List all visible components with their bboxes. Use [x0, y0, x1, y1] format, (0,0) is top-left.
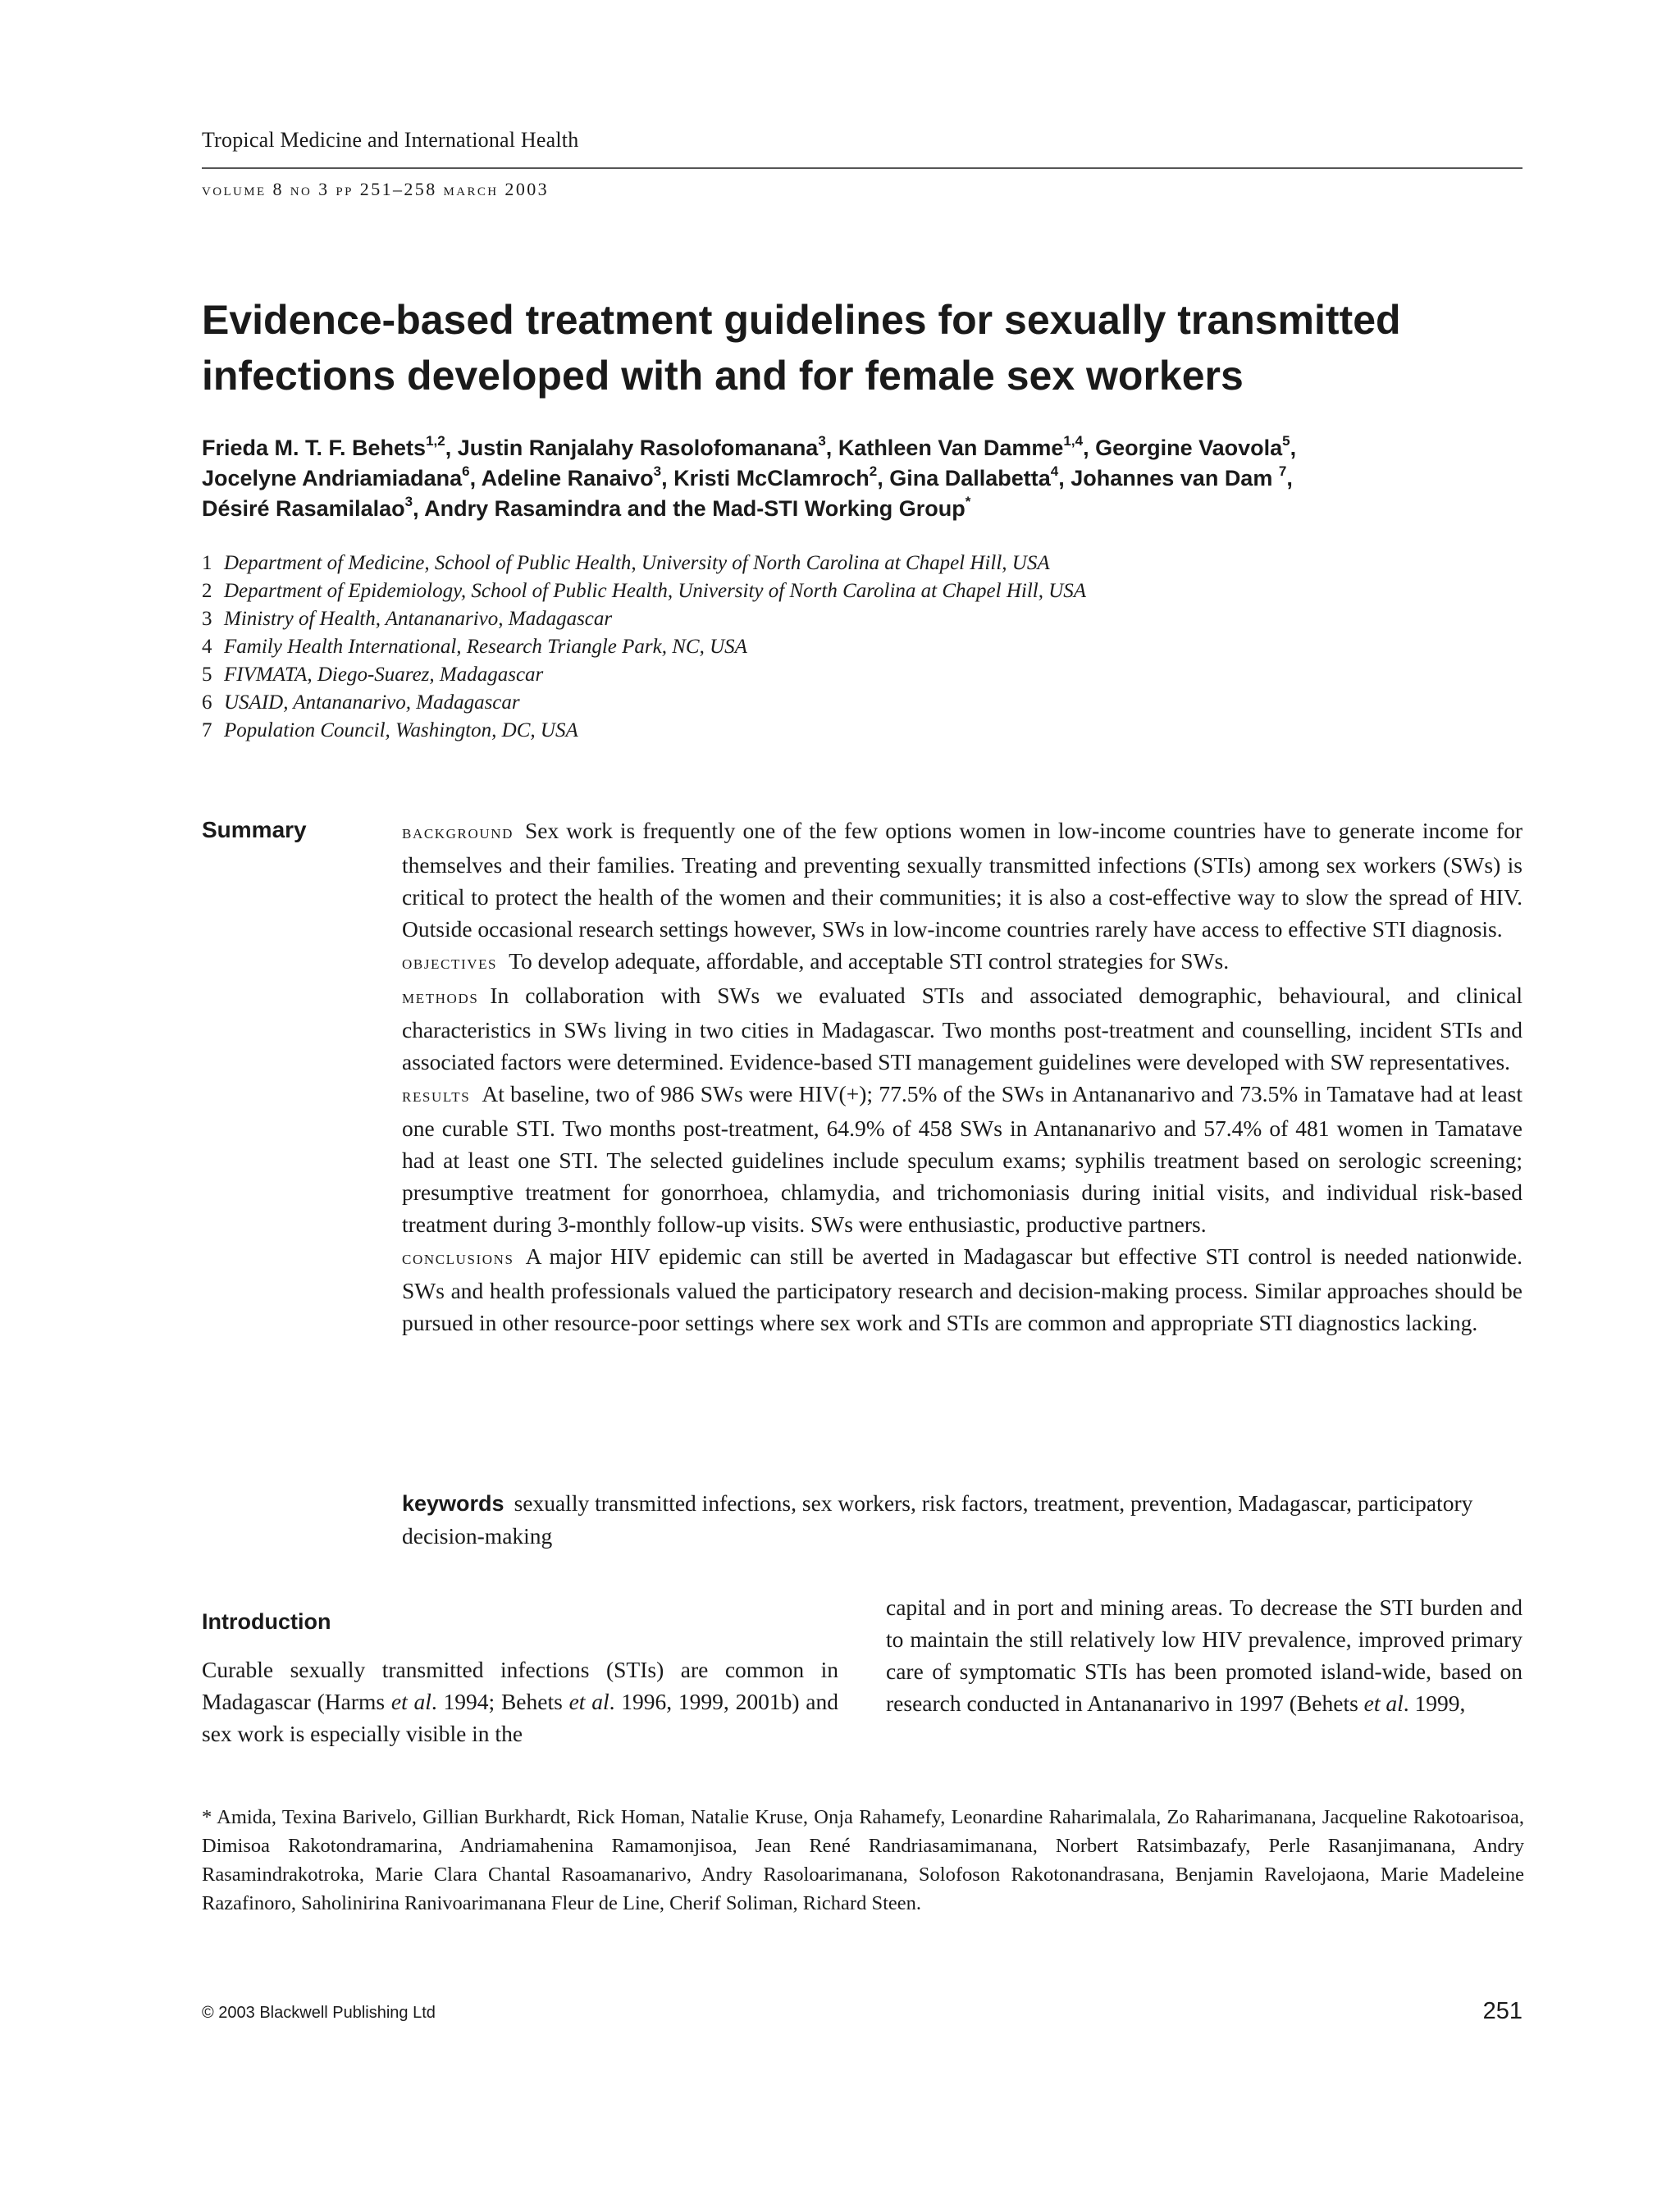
summary-label: Summary — [202, 817, 307, 842]
author-affiliation-sup: 3 — [653, 463, 662, 479]
affiliation-item: 3 Ministry of Health, Antananarivo, Madagascar — [202, 608, 613, 630]
journal-name: Tropical Medicine and International Health — [202, 128, 579, 152]
author-affiliation-sup: 6 — [462, 463, 470, 479]
section-label: methods — [402, 987, 479, 1008]
summary-conclusions: conclusions A major HIV epidemic can still be averted in Madagascar but effective STI control is needed nationwide. SWs and health professionals valued the participatory research and decision-making process. Similar approaches should be pursued in other resource-poor settings where sex work and STIs are common and appropriate STI diagnostics lacking. — [402, 1243, 1522, 1335]
author-affiliation-sup: 4 — [1050, 463, 1059, 479]
author-name: Kristi McClamroch — [673, 466, 870, 490]
affiliation-item: 7 Population Council, Washington, DC, USA — [202, 719, 578, 741]
title-line-2: infections developed with and for female sex workers — [202, 353, 1244, 399]
affiliation-item: 6 USAID, Antananarivo, Madagascar — [202, 691, 520, 714]
author-affiliation-sup: 5 — [1282, 433, 1290, 449]
keywords-text: sexually transmitted infections, sex workers, risk factors, treatment, prevention, Madagascar, participatory decision-making — [402, 1490, 1473, 1549]
affiliation-item: 1 Department of Medicine, School of Public Health, University of North Carolina at Chapel Hill, USA — [202, 552, 1050, 574]
author-name: Justin Ranjalahy Rasolofomanana — [457, 436, 819, 460]
author-affiliation-sup: 1,2 — [426, 433, 445, 449]
title-line-1: Evidence-based treatment guidelines for sexually transmitted — [202, 297, 1401, 343]
author-affiliation-sup: 3 — [818, 433, 826, 449]
introduction-column-right — [886, 1591, 1522, 1719]
section-label: conclusions — [402, 1248, 514, 1269]
summary-methods: methods In collaboration with SWs we evaluated STIs and associated demographic, behavioural, and clinical characteristics in SWs living in two cities in Madagascar. Two months post-treatment and counselling, incident STIs and associated factors were determined. Evidence-based STI management guidelines were developed with SW representatives. — [402, 983, 1522, 1074]
page-number: 251 — [1482, 1998, 1522, 2024]
author-line-1: Frieda M. T. F. Behets$^{1,2}$, Justin Ranjalahy Rasolofomanana$^3$, Kathleen Van Damme$^{1,4}$, Georgine Vaovola$^5$, — [202, 433, 1297, 460]
section-label: results — [402, 1085, 471, 1106]
author-line-3: Désiré Rasamilalao$^3$, Andry Rasamindra and the Mad-STI Working Group* — [202, 494, 971, 521]
author-affiliation-sup: 2 — [869, 463, 878, 479]
introduction-column-left — [202, 1654, 838, 1750]
author-affiliation-sup: 7 — [1278, 463, 1287, 479]
introduction-heading: Introduction — [202, 1609, 331, 1634]
keywords — [402, 1487, 1522, 1552]
header-rule — [202, 167, 1522, 169]
author-name: Frieda M. T. F. Behets — [202, 436, 427, 460]
working-group-footnote: * Amida, Texina Barivelo, Gillian Burkhardt, Rick Homan, Natalie Kruse, Onja Rahamefy, Leonardine Raharimalala, Zo Raharimanana, Jacqueline Rakotoarisoa, Dimisoa Rakotondramarina, Andriamahenina Ramamonjisoa, Jean René Randriasamimanana, Norbert Ratsimbazafy, Perle Rasanjimanana, Andry Rasamindrakotroka, Marie Clara Chantal Rasoamanarivo, Andry Rasoloarimanana, Solofoson Rakotonandrasana, Benjamin Ravelojaona, Marie Madeleine Razafinoro, Saholinirina Ranivoarimanana Fleur de Line, Cherif Soliman, Richard Steen. — [202, 1806, 1524, 1914]
affiliation-item: 2 Department of Epidemiology, School of Public Health, University of North Carolina at Chapel Hill, USA — [202, 580, 1087, 602]
author-affiliation-sup: 1,4 — [1063, 433, 1084, 449]
author-name: Kathleen Van Damme — [838, 436, 1064, 460]
summary-body — [402, 814, 1522, 1339]
author-name: Désiré Rasamilalao — [202, 496, 405, 521]
introduction-paragraph: capital and in port and mining areas. To decrease the STI burden and to maintain the still relatively low HIV prevalence, improved primary care of symptomatic STIs has been promoted island-wide, based on research conducted in Antananarivo in 1997 (Behets et al. 1999, — [886, 1594, 1522, 1716]
volume-info: volume 8 no 3 pp 251–258 march 2003 — [202, 179, 550, 199]
author-affiliation-sup: 3 — [404, 494, 413, 509]
summary-objectives: objectives To develop adequate, affordable, and acceptable STI control strategies for SWs. — [402, 948, 1230, 974]
author-list — [202, 433, 1524, 524]
author-name: Georgine Vaovola — [1095, 436, 1283, 460]
author-name: Adeline Ranaivo — [481, 466, 654, 490]
author-name: Gina Dallabetta — [889, 466, 1051, 490]
author-name: Johannes van Dam — [1071, 466, 1279, 490]
author-name: Jocelyne Andriamiadana — [202, 466, 463, 490]
summary-background: background Sex work is frequently one of the few options women in low-income countries have to generate income for themselves and their families. Treating and preventing sexually transmitted infections (STIs) among sex workers (SWs) is critical to protect the health of the women and their communities; it is also a cost-effective way to slow the spread of HIV. Outside occasional research settings however, SWs in low-income countries rarely have access to effective STI diagnosis. — [402, 818, 1522, 942]
article-title — [202, 292, 1531, 404]
author-line-2: Jocelyne Andriamiadana$^6$, Adeline Ranaivo$^3$, Kristi McClamroch$^2$, Gina Dallabetta$^4$, Johannes van Dam $^7$, — [202, 463, 1293, 490]
section-label: objectives — [402, 952, 498, 974]
summary-results: results At baseline, two of 986 SWs were HIV(+); 77.5% of the SWs in Antananarivo and 73.5% in Tamatave had at least one curable STI. Two months post-treatment, 64.9% of 458 SWs in Antananarivo and 57.4% of 481 women in Tamatave had at least one STI. The selected guidelines include speculum exams; syphilis treatment based on serologic screening; presumptive treatment for gonorrhoea, chlamydia, and trichomoniasis during initial visits, and individual risk-based treatment during 3-monthly follow-up visits. SWs were enthusiastic, productive partners. — [402, 1081, 1522, 1237]
affiliation-list — [202, 550, 1086, 745]
author-affiliation-sup: * — [965, 494, 971, 509]
affiliation-item: 4 Family Health International, Research Triangle Park, NC, USA — [202, 636, 747, 658]
introduction-paragraph: Curable sexually transmitted infections (STIs) are common in Madagascar (Harms et al. 1994; Behets et al. 1996, 1999, 2001b) and sex work is especially visible in the — [202, 1657, 838, 1746]
affiliation-item: 5 FIVMATA, Diego-Suarez, Madagascar — [202, 664, 544, 686]
author-name: Andry Rasamindra and the Mad-STI Working Group — [424, 496, 966, 521]
keywords-label: keywords — [402, 1491, 504, 1516]
copyright: © 2003 Blackwell Publishing Ltd — [202, 2004, 436, 2022]
section-label: background — [402, 822, 514, 843]
